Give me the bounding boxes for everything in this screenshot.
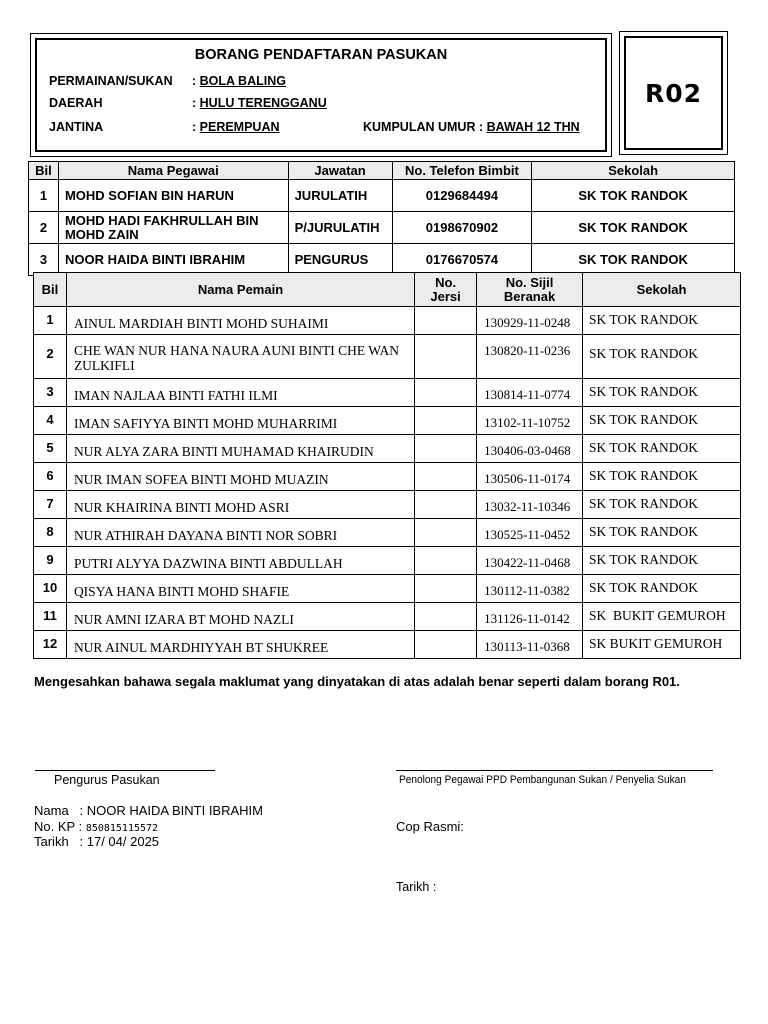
player-row — [34, 491, 741, 519]
player-row — [34, 547, 741, 575]
player-jersey — [415, 575, 477, 603]
player-bil: 7 — [34, 491, 67, 519]
player-school: SK TOK RANDOK — [583, 575, 741, 603]
player-bil: 9 — [34, 547, 67, 575]
player-bil: 11 — [34, 603, 67, 631]
field-gender-value: : PEREMPUAN — [192, 120, 280, 134]
official-row — [29, 212, 735, 244]
field-district-text: HULU TERENGGANU — [199, 96, 327, 110]
player-row — [34, 407, 741, 435]
player-jersey — [415, 547, 477, 575]
player-bil: 10 — [34, 575, 67, 603]
field-sport-text: BOLA BALING — [199, 74, 286, 88]
field-district-value: : HULU TERENGGANU — [192, 96, 327, 110]
officer-date-label: Tarikh : — [396, 880, 437, 894]
confirmation-statement: Mengesahkan bahawa segala maklumat yang dinyatakan di atas adalah benar seperti dalam borang R01. — [34, 674, 680, 689]
player-cert: 130406-03-0468 — [477, 435, 583, 463]
player-row — [34, 575, 741, 603]
player-school: SK TOK RANDOK — [583, 407, 741, 435]
officials-col-name: Nama Pegawai — [58, 162, 288, 180]
player-jersey — [415, 491, 477, 519]
official-name: MOHD SOFIAN BIN HARUN — [58, 180, 288, 212]
player-row — [34, 603, 741, 631]
player-name: NUR KHAIRINA BINTI MOHD ASRI — [66, 491, 414, 519]
manager-title: Pengurus Pasukan — [54, 773, 160, 787]
player-cert: 130525-11-0452 — [477, 519, 583, 547]
player-jersey — [415, 435, 477, 463]
form-code-box — [619, 31, 728, 155]
player-school: SK TOK RANDOK — [583, 307, 741, 335]
players-col-jersey: No. Jersi — [415, 273, 477, 307]
player-school: SK TOK RANDOK — [583, 491, 741, 519]
official-role: JURULATIH — [288, 180, 392, 212]
player-name: NUR AINUL MARDHIYYAH BT SHUKREE — [66, 631, 414, 659]
player-name: NUR ATHIRAH DAYANA BINTI NOR SOBRI — [66, 519, 414, 547]
player-jersey — [415, 463, 477, 491]
player-cert: 130929-11-0248 — [477, 307, 583, 335]
player-bil: 5 — [34, 435, 67, 463]
official-name: MOHD HADI FAKHRULLAH BIN MOHD ZAIN — [58, 212, 288, 244]
official-role: PENGURUS — [288, 244, 392, 276]
players-col-bil: Bil — [34, 273, 67, 307]
players-header-row — [34, 273, 741, 307]
player-cert: 131126-11-0142 — [477, 603, 583, 631]
player-name: AINUL MARDIAH BINTI MOHD SUHAIMI — [66, 307, 414, 335]
official-stamp-label: Cop Rasmi: — [396, 819, 464, 834]
players-col-school: Sekolah — [583, 273, 741, 307]
manager-ic-label: No. KP : — [34, 819, 83, 834]
player-name: PUTRI ALYYA DAZWINA BINTI ABDULLAH — [66, 547, 414, 575]
manager-date — [34, 834, 159, 849]
player-school: SK TOK RANDOK — [583, 547, 741, 575]
manager-name — [34, 803, 263, 818]
field-age-group-label: KUMPULAN UMUR : — [363, 120, 484, 134]
officials-col-school: Sekolah — [532, 162, 735, 180]
officials-table — [28, 161, 735, 276]
player-name: IMAN SAFIYYA BINTI MOHD MUHARRIMI — [66, 407, 414, 435]
form-header — [30, 33, 612, 157]
official-phone: 0129684494 — [392, 180, 532, 212]
field-age-group — [363, 120, 580, 134]
field-sport-label: PERMAINAN/SUKAN — [49, 74, 173, 88]
players-col-cert: No. Sijil Beranak — [477, 273, 583, 307]
form-header-inner — [35, 38, 607, 152]
player-row — [34, 463, 741, 491]
player-cert: 13032-11-10346 — [477, 491, 583, 519]
players-table — [33, 272, 741, 659]
player-row — [34, 519, 741, 547]
official-row — [29, 180, 735, 212]
field-district-label: DAERAH — [49, 96, 103, 110]
official-phone: 0176670574 — [392, 244, 532, 276]
player-school: SK BUKIT GEMUROH — [583, 631, 741, 659]
player-row — [34, 307, 741, 335]
official-bil: 1 — [29, 180, 59, 212]
officials-col-bil: Bil — [29, 162, 59, 180]
official-bil: 2 — [29, 212, 59, 244]
player-jersey — [415, 603, 477, 631]
player-school: SK TOK RANDOK — [583, 519, 741, 547]
official-bil: 3 — [29, 244, 59, 276]
player-jersey — [415, 407, 477, 435]
manager-ic — [34, 819, 158, 834]
player-bil: 6 — [34, 463, 67, 491]
officer-signature-line — [396, 770, 713, 771]
field-gender-text: PEREMPUAN — [199, 120, 280, 134]
player-cert: 130422-11-0468 — [477, 547, 583, 575]
player-jersey — [415, 379, 477, 407]
player-bil: 8 — [34, 519, 67, 547]
player-row — [34, 335, 741, 379]
player-name: CHE WAN NUR HANA NAURA AUNI BINTI CHE WAN ZULKIFLI — [66, 335, 414, 379]
player-cert: 130506-11-0174 — [477, 463, 583, 491]
player-cert: 130814-11-0774 — [477, 379, 583, 407]
player-bil: 1 — [34, 307, 67, 335]
official-name: NOOR HAIDA BINTI IBRAHIM — [58, 244, 288, 276]
manager-name-label: Nama : — [34, 803, 84, 818]
player-jersey — [415, 631, 477, 659]
official-row — [29, 244, 735, 276]
player-school: SK TOK RANDOK — [583, 435, 741, 463]
player-bil: 3 — [34, 379, 67, 407]
official-phone: 0198670902 — [392, 212, 532, 244]
manager-ic-value: 850815115572 — [85, 823, 159, 834]
officials-col-phone: No. Telefon Bimbit — [392, 162, 532, 180]
player-school: SK BUKIT GEMUROH — [583, 603, 741, 631]
player-school: SK TOK RANDOK — [583, 379, 741, 407]
form-code-inner — [624, 36, 723, 150]
player-row — [34, 631, 741, 659]
field-age-group-value: BAWAH 12 THN — [486, 120, 580, 134]
official-role: P/JURULATIH — [288, 212, 392, 244]
officials-col-role: Jawatan — [288, 162, 392, 180]
player-cert: 13102-11-10752 — [477, 407, 583, 435]
player-bil: 2 — [34, 335, 67, 379]
player-bil: 12 — [34, 631, 67, 659]
player-name: NUR IMAN SOFEA BINTI MOHD MUAZIN — [66, 463, 414, 491]
field-gender-label: JANTINA — [49, 120, 104, 134]
officer-title: Penolong Pegawai PPD Pembangunan Sukan / Penyelia Sukan — [399, 774, 686, 786]
player-school: SK TOK RANDOK — [583, 463, 741, 491]
player-cert: 130112-11-0382 — [477, 575, 583, 603]
official-school: SK TOK RANDOK — [532, 244, 735, 276]
official-school: SK TOK RANDOK — [532, 180, 735, 212]
player-bil: 4 — [34, 407, 67, 435]
player-jersey — [415, 335, 477, 379]
player-name: QISYA HANA BINTI MOHD SHAFIE — [66, 575, 414, 603]
player-jersey — [415, 307, 477, 335]
form-code: R02 — [644, 78, 703, 108]
manager-date-value: 17/ 04/ 2025 — [86, 834, 160, 849]
official-school: SK TOK RANDOK — [532, 212, 735, 244]
player-school: SK TOK RANDOK — [583, 335, 741, 379]
player-name: IMAN NAJLAA BINTI FATHI ILMI — [66, 379, 414, 407]
field-sport-value: : BOLA BALING — [192, 74, 286, 88]
player-row — [34, 379, 741, 407]
player-row — [34, 435, 741, 463]
player-name: NUR ALYA ZARA BINTI MUHAMAD KHAIRUDIN — [66, 435, 414, 463]
manager-date-label: Tarikh : — [34, 834, 84, 849]
player-name: NUR AMNI IZARA BT MOHD NAZLI — [66, 603, 414, 631]
officials-header-row — [29, 162, 735, 180]
form-title: BORANG PENDAFTARAN PASUKAN — [194, 47, 448, 63]
player-cert: 130820-11-0236 — [477, 335, 583, 379]
players-col-name: Nama Pemain — [66, 273, 414, 307]
manager-name-value: NOOR HAIDA BINTI IBRAHIM — [86, 803, 263, 818]
player-jersey — [415, 519, 477, 547]
player-cert: 130113-11-0368 — [477, 631, 583, 659]
manager-signature-line — [35, 770, 215, 771]
